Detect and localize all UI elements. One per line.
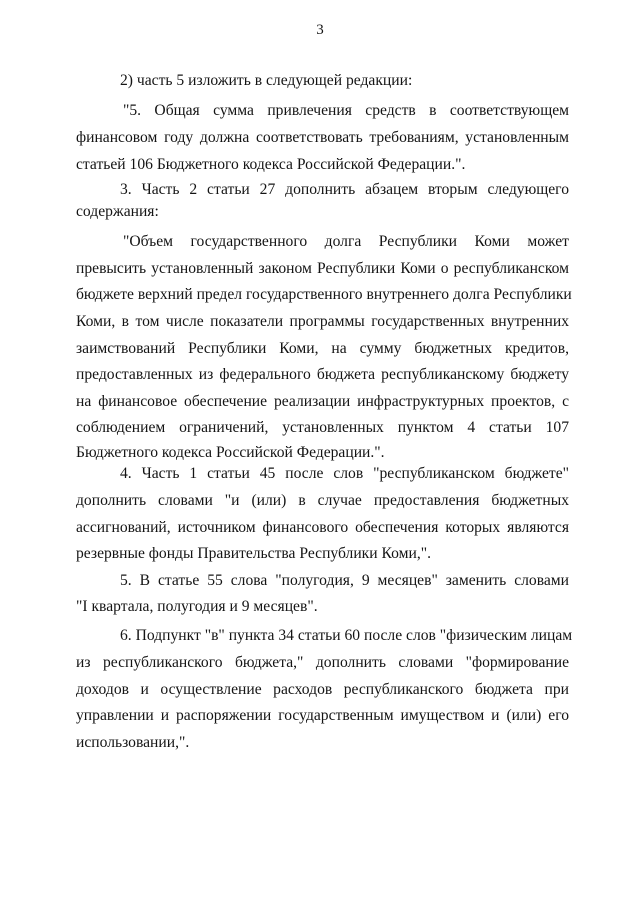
quote-2-line-2: превысить установленный законом Республики Коми о республиканском (76, 260, 569, 277)
item-3-line-1: 3. Часть 2 статьи 27 дополнить абзацем вторым следующего (120, 181, 569, 198)
quote-2-line-7: на финансовое обеспечение реализации инфраструктурных проектов, с (76, 393, 569, 410)
item-5-line-1: 5. В статье 55 слова "полугодия, 9 месяцев" заменить словами (120, 572, 569, 589)
quote-1-line-1: "5. Общая сумма привлечения средств в соответствующем (123, 102, 569, 119)
item-3-line-2: содержания: (76, 203, 159, 220)
item-4-line-2: дополнить словами "и (или) в случае предоставления бюджетных (76, 492, 569, 509)
quote-2-line-4: Коми, в том числе показатели программы государственных внутренних (76, 313, 569, 330)
quote-2-line-8: соблюдением ограничений, установленных пунктом 4 статьи 107 (76, 419, 569, 436)
item-2-line-1: 2) часть 5 изложить в следующей редакции: (120, 72, 413, 89)
quote-2-line-6: предоставленных из федерального бюджета республиканскому бюджету (76, 366, 569, 383)
item-6-line-2: из республиканского бюджета," дополнить словами "формирование (76, 654, 569, 671)
quote-2-line-1: "Объем государственного долга Республики Коми может (123, 233, 569, 250)
item-6-line-5: использовании,". (76, 734, 190, 751)
item-4-line-4: резервные фонды Правительства Республики Коми,". (76, 545, 432, 562)
quote-2-line-5: заимствований Республики Коми, на сумму бюджетных кредитов, (76, 340, 569, 357)
item-6-line-1: 6. Подпункт "в" пункта 34 статьи 60 после слов "физическим лицам (120, 627, 573, 644)
item-6-line-4: управлении и распоряжении государственным имуществом и (или) его (76, 707, 569, 724)
quote-1-line-3: статьей 106 Бюджетного кодекса Российской Федерации.". (76, 156, 466, 173)
item-4-line-3: ассигнований, источником финансового обеспечения которых являются (76, 519, 569, 536)
quote-2-line-9: Бюджетного кодекса Российской Федерации.". (76, 444, 385, 461)
item-5-line-2: "I квартала, полугодия и 9 месяцев". (76, 598, 318, 615)
item-6-line-3: доходов и осуществление расходов республиканского бюджета при (76, 681, 569, 698)
quote-1-line-2: финансовом году должна соответствовать требованиям, установленным (76, 129, 569, 146)
item-4-line-1: 4. Часть 1 статьи 45 после слов "республиканском бюджете" (120, 465, 569, 482)
quote-2-line-3: бюджете верхний предел государственного внутреннего долга Республики (76, 286, 572, 303)
page-number: 3 (316, 22, 324, 38)
